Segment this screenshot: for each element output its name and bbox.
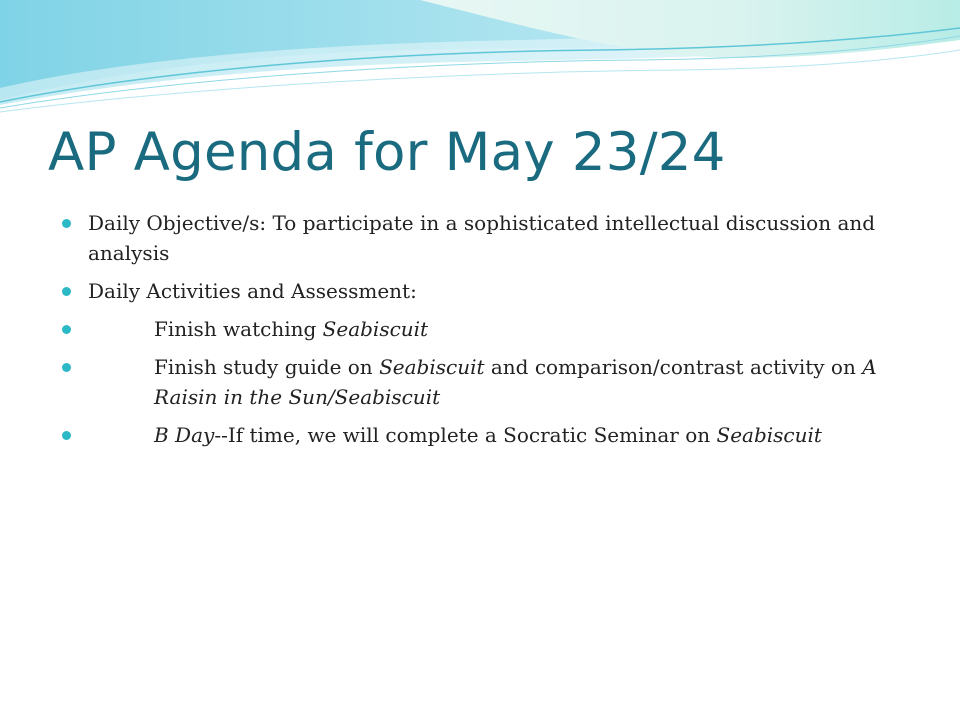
bullet-b-day — [62, 420, 922, 450]
bullet-dot-icon — [62, 325, 71, 334]
bullet-dot-icon — [62, 431, 71, 440]
bullet-daily-activities — [62, 276, 922, 306]
header-wave-decoration — [0, 0, 960, 120]
bullet-part-italic: A Raisin in the Sun/Seabiscuit — [154, 355, 877, 409]
bullet-daily-objective — [62, 208, 922, 268]
bullet-text — [88, 208, 922, 268]
bullet-part-italic: Seabiscuit — [379, 355, 485, 379]
bullet-part: Finish study guide on — [154, 355, 380, 379]
bullet-part-italic: B Day — [154, 423, 215, 447]
bullet-study-guide — [62, 352, 922, 412]
bullet-part-italic: Seabiscuit — [716, 423, 822, 447]
bullet-part-italic: Seabiscuit — [322, 317, 429, 341]
bullet-part: Finish watching — [154, 317, 323, 341]
slide-title: AP Agenda for May 23/24 — [48, 122, 726, 183]
bullet-dot-icon — [62, 287, 71, 296]
bullet-finish-watching — [62, 314, 922, 344]
bullet-text — [88, 352, 922, 412]
agenda-bullet-list — [62, 208, 922, 458]
bullet-part: Daily Activities and Assessment: — [88, 279, 417, 303]
bullet-part: --If time, we will complete a Socratic Seminar on — [214, 423, 717, 447]
bullet-text — [88, 420, 922, 450]
bullet-part: and comparison/contrast activity on — [484, 355, 863, 379]
bullet-text — [88, 276, 922, 306]
bullet-text — [88, 314, 922, 344]
bullet-dot-icon — [62, 219, 71, 228]
bullet-part: Daily Objective/s: To participate in a sophisticated intellectual discussion and analysis — [88, 211, 876, 265]
bullet-dot-icon — [62, 363, 71, 372]
